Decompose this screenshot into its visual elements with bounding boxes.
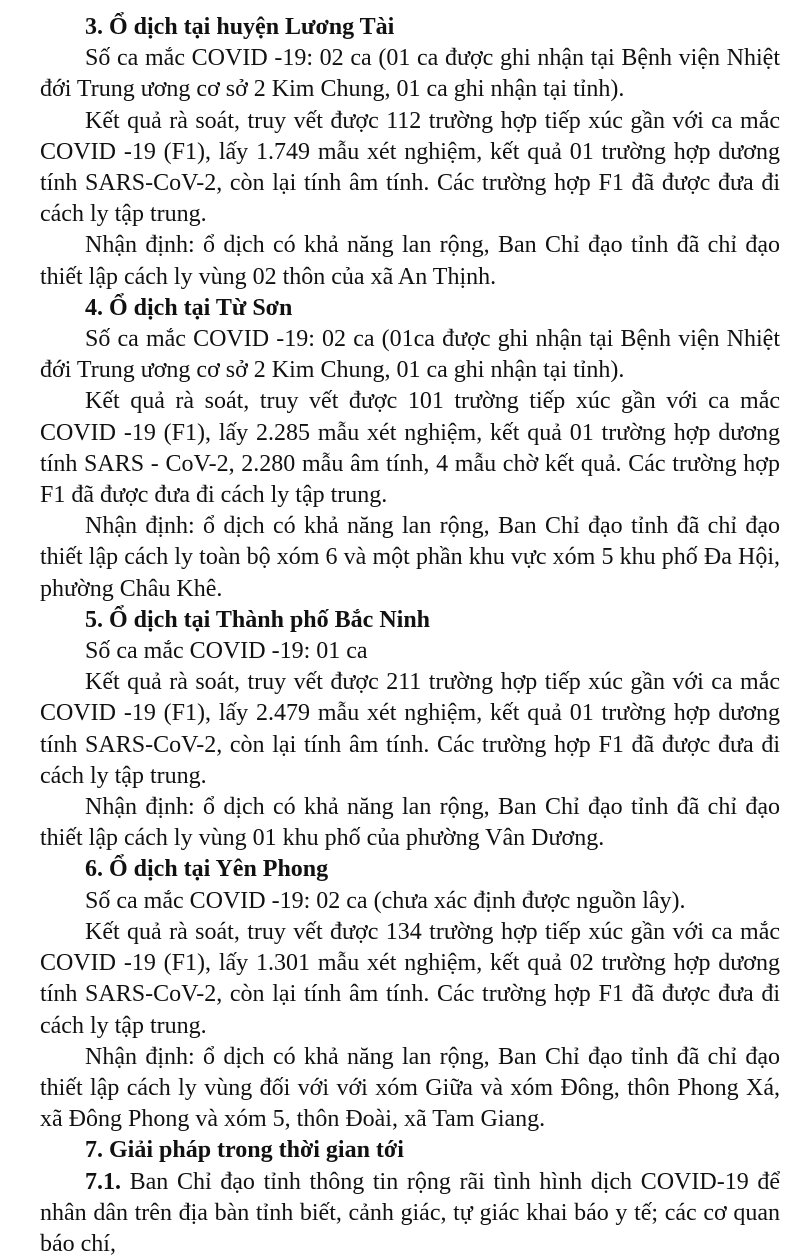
- paragraph: Kết quả rà soát, truy vết được 134 trường hợp tiếp xúc gần với ca mắc COVID -19 (F1), lấy 1.301 mẫu xét nghiệm, kết quả 02 trường hợp dương tính SARS-CoV-2, còn lại tính âm tính. Các trường hợp F1 đã được đưa đi cách ly tập trung.: [40, 918, 780, 1039]
- paragraph: Nhận định: ổ dịch có khả năng lan rộng, Ban Chỉ đạo tỉnh đã chỉ đạo thiết lập cách ly vùng đối với với xóm Giữa và xóm Đông, thôn Phong Xá, xã Đông Phong và xóm 5, thôn Đoài, xã Tam Giang.: [40, 1043, 780, 1133]
- final-paragraph: [40, 1167, 780, 1260]
- section-heading: 6. Ổ dịch tại Yên Phong: [85, 856, 329, 883]
- paragraph: Kết quả rà soát, truy vết được 211 trường hợp tiếp xúc gần với ca mắc COVID -19 (F1), lấy 2.479 mẫu xét nghiệm, kết quả 01 trường hợp dương tính SARS-CoV-2, còn lại tính âm tính. Các trường hợp F1 đã được đưa đi cách ly tập trung.: [40, 669, 780, 789]
- paragraph: Số ca mắc COVID -19: 02 ca (01ca được ghi nhận tại Bệnh viện Nhiệt đới Trung ương cơ sở 2 Kim Chung, 01 ca ghi nhận tại tỉnh).: [40, 326, 780, 384]
- paragraph: Kết quả rà soát, truy vết được 101 trường tiếp xúc gần với ca mắc COVID -19 (F1), lấy 2.285 mẫu xét nghiệm, kết quả 01 trường hợp dương tính SARS - CoV-2, 2.280 mẫu âm tính, 4 mẫu chờ kết quả. Các trường hợp F1 đã được đưa đi cách ly tập trung.: [40, 388, 780, 509]
- paragraph: Nhận định: ổ dịch có khả năng lan rộng, Ban Chỉ đạo tỉnh đã chỉ đạo thiết lập cách ly toàn bộ xóm 6 và một phần khu vực xóm 5 khu phố Đa Hội, phường Châu Khê.: [40, 513, 780, 602]
- section-heading: 3. Ổ dịch tại huyện Lương Tài: [85, 14, 395, 40]
- section-heading: 4. Ổ dịch tại Từ Sơn: [85, 294, 293, 321]
- section-heading: 5. Ổ dịch tại Thành phố Bắc Ninh: [85, 606, 431, 633]
- paragraph: Kết quả rà soát, truy vết được 112 trường hợp tiếp xúc gần với ca mắc COVID -19 (F1), lấy 1.749 mẫu xét nghiệm, kết quả 01 trường hợp dương tính SARS-CoV-2, còn lại tính âm tính. Các trường hợp F1 đã được đưa đi cách ly tập trung.: [40, 107, 780, 228]
- final-paragraph-lead: 7.1.: [85, 1168, 121, 1195]
- paragraph: Nhận định: ổ dịch có khả năng lan rộng, Ban Chỉ đạo tỉnh đã chỉ đạo thiết lập cách ly vùng 02 thôn của xã An Thịnh.: [40, 232, 780, 290]
- paragraph: Số ca mắc COVID -19: 01 ca: [85, 638, 368, 665]
- paragraph: Số ca mắc COVID -19: 02 ca (01 ca được ghi nhận tại Bệnh viện Nhiệt đới Trung ương cơ sở 2 Kim Chung, 01 ca ghi nhận tại tỉnh).: [40, 45, 780, 103]
- paragraph: Nhận định: ổ dịch có khả năng lan rộng, Ban Chỉ đạo tỉnh đã chỉ đạo thiết lập cách ly vùng 01 khu phố của phường Vân Dương.: [40, 794, 780, 852]
- paragraph: Số ca mắc COVID -19: 02 ca (chưa xác định được nguồn lây).: [85, 887, 686, 914]
- final-paragraph-text: Ban Chỉ đạo tỉnh thông tin rộng rãi tình hình dịch COVID-19 để nhân dân trên địa bàn tỉnh biết, cảnh giác, tự giác khai báo y tế; các cơ quan báo chí,: [40, 1168, 780, 1257]
- section-heading: 7. Giải pháp trong thời gian tới: [85, 1137, 404, 1164]
